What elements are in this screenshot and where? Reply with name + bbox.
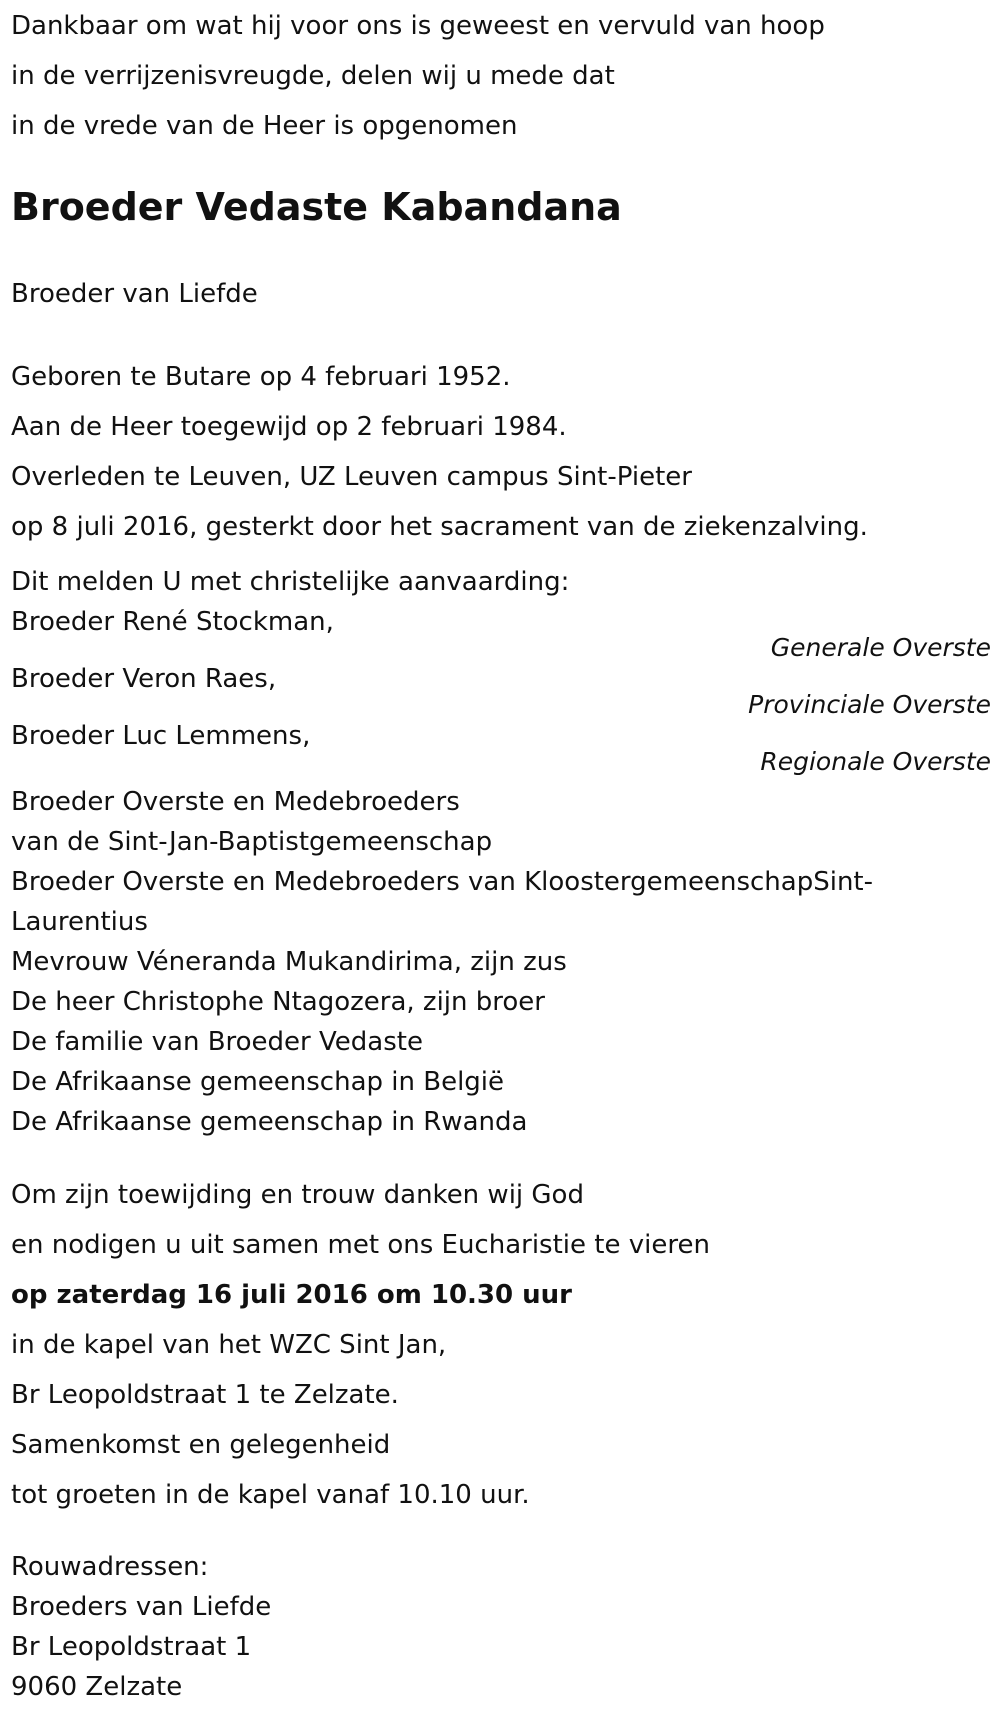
family-line: De Afrikaanse gemeenschap in België xyxy=(11,1067,505,1097)
service-date: op zaterdag 16 juli 2016 om 10.30 uur xyxy=(11,1280,572,1310)
family-line: Broeder Overste en Medebroeders xyxy=(11,787,460,817)
signatory-role: Regionale Overste xyxy=(760,747,991,776)
service-line: in de kapel van het WZC Sint Jan, xyxy=(11,1330,447,1360)
signatory-role: Provinciale Overste xyxy=(748,690,991,719)
service-line: en nodigen u uit samen met ons Eucharistie te vieren xyxy=(11,1230,710,1260)
signatory-name: Broeder Veron Raes, xyxy=(11,664,277,694)
family-line: De familie van Broeder Vedaste xyxy=(11,1027,423,1057)
religious-order: Broeder van Liefde xyxy=(11,279,258,309)
intro-line: Dankbaar om wat hij voor ons is geweest en vervuld van hoop xyxy=(11,11,825,41)
address-line: Broeders van Liefde xyxy=(11,1592,272,1622)
family-line: van de Sint-Jan-Baptistgemeenschap xyxy=(11,827,493,857)
intro-line: in de verrijzenisvreugde, delen wij u mede dat xyxy=(11,61,615,91)
bio-line: Aan de Heer toegewijd op 2 februari 1984. xyxy=(11,412,567,442)
intro-text xyxy=(11,1,825,151)
intro-line: in de vrede van de Heer is opgenomen xyxy=(11,111,518,141)
bio-line: op 8 juli 2016, gesterkt door het sacrament van de ziekenzalving. xyxy=(11,512,868,542)
signatory xyxy=(11,716,991,780)
signatory xyxy=(11,659,991,723)
family-line: De heer Christophe Ntagozera, zijn broer xyxy=(11,987,545,1017)
deceased-name: Broeder Vedaste Kabandana xyxy=(11,185,622,229)
bio-line: Overleden te Leuven, UZ Leuven campus Sint-Pieter xyxy=(11,462,692,492)
family-line: Mevrouw Véneranda Mukandirima, zijn zus xyxy=(11,947,567,977)
service-details xyxy=(11,1170,710,1520)
address-line: Rouwadressen: xyxy=(11,1552,209,1582)
signatory-name: Broeder Luc Lemmens, xyxy=(11,721,311,751)
service-line: tot groeten in de kapel vanaf 10.10 uur. xyxy=(11,1480,530,1510)
service-line: Br Leopoldstraat 1 te Zelzate. xyxy=(11,1380,399,1410)
signatory xyxy=(11,602,991,666)
biography xyxy=(11,352,868,552)
bio-line: Geboren te Butare op 4 februari 1952. xyxy=(11,362,511,392)
family-line: Broeder Overste en Medebroeders van KloostergemeenschapSint-Laurentius xyxy=(11,867,873,937)
signatory-name: Broeder René Stockman, xyxy=(11,607,334,637)
announcement-line: Dit melden U met christelijke aanvaarding: xyxy=(11,567,570,597)
family-list xyxy=(11,782,911,1142)
family-line: De Afrikaanse gemeenschap in Rwanda xyxy=(11,1107,528,1137)
signatory-role: Generale Overste xyxy=(770,633,991,662)
address-line: 9060 Zelzate xyxy=(11,1672,183,1702)
service-line: Samenkomst en gelegenheid xyxy=(11,1430,391,1460)
address-line: Br Leopoldstraat 1 xyxy=(11,1632,252,1662)
service-line: Om zijn toewijding en trouw danken wij God xyxy=(11,1180,584,1210)
condolence-addresses xyxy=(11,1547,271,1707)
